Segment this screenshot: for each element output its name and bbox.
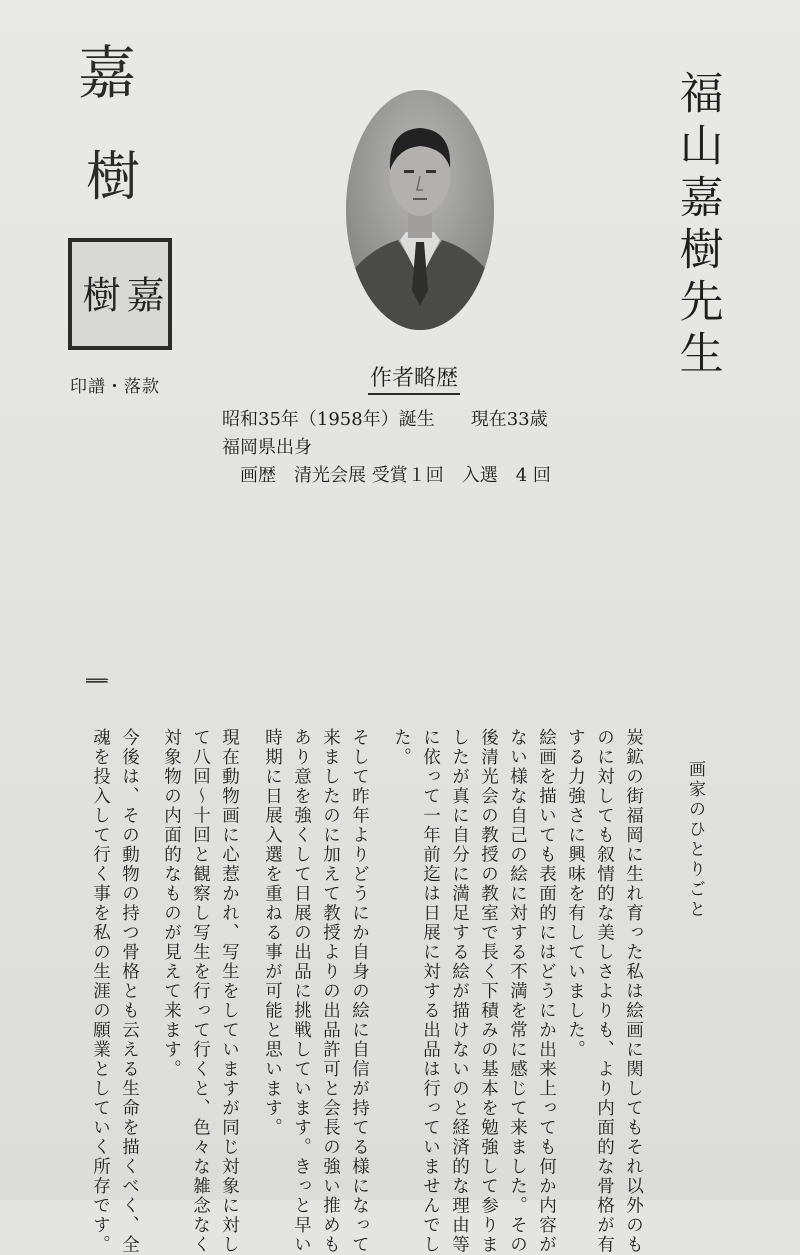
essay-column: のに対しても叙情的な美しさよりも、より内面的な骨格が有 xyxy=(594,728,615,1255)
biography-heading: 作者略歴 xyxy=(368,367,460,395)
essay-column: したが真に自分に満足する絵が描けないのと経済的な理由等 xyxy=(449,728,470,1255)
essay-column: そして昨年よりどうにか自身の絵に自信が持てる様になって xyxy=(349,728,370,1255)
seal-caption: 印譜・落款 xyxy=(70,377,160,397)
artist-seal-stamp xyxy=(68,238,172,350)
ornamental-divider: ꩰꩰꩰꩰꩰꩰꩰꩰꩰꩰꩰꩰꩰꩰꩰꩰꩰꩰꩰꩰꩰꩰꩰꩰꩰꩰꩰꩰꩰꩰꩰꩰꩰꩰꩰꩰꩰꩰꩰꩰꩰꩰꩰꩰꩰꩰꩰꩰ xyxy=(86,679,110,694)
biography-birth-line: 昭和35年（1958年）誕生 現在33歳 xyxy=(222,409,548,430)
artist-portrait-photo xyxy=(346,90,494,330)
essay-column: 来ましたのに加えて教授よりの出品許可と会長の強い推めも xyxy=(320,728,341,1255)
biography-origin-line: 福岡県出身 xyxy=(222,437,312,458)
essay-column: ない様な自己の絵に対する不満を常に感じて来ました。その xyxy=(507,728,528,1255)
essay-column: 後清光会の教授の教室で長く下積みの基本を勉強して参りま xyxy=(478,728,499,1255)
essay-column: 時期に日展入選を重ねる事が可能と思います。 xyxy=(262,728,283,1138)
essay-column: に依って一年前迄は日展に対する出品は行っていませんでし xyxy=(420,728,441,1255)
artist-name-title: 福山嘉樹先生 xyxy=(671,70,723,382)
seal-character-2: 嘉 xyxy=(120,275,164,313)
seal-character-1: 樹 xyxy=(76,275,120,313)
essay-column: 絵画を描いても表面的にはどうにか出来上っても何か内容が xyxy=(536,728,557,1255)
essay-column: て八回～十回と観察し写生を行って行くと、色々な雑念なく xyxy=(190,728,211,1255)
essay-title: 画家のひとりごと xyxy=(685,760,705,920)
essay-column: 対象物の内面的なものが見えて来ます。 xyxy=(161,728,182,1079)
biography-career-line: 画歴 清光会展 受賞１回 入選 4 回 xyxy=(240,465,551,486)
essay-column: する力強さに興味を有していました。 xyxy=(565,728,586,1060)
signature-character-ka: 嘉 xyxy=(78,39,137,107)
essay-column: た。 xyxy=(391,728,412,767)
essay-column: 今後は、その動物の持つ骨格とも云える生命を描くべく、全 xyxy=(119,728,140,1255)
signature-character-ju: 樹 xyxy=(86,145,140,208)
essay-column: あり意を強くして日展の出品に挑戦しています。きっと早い xyxy=(291,728,312,1255)
essay-column: 魂を投入して行く事を私の生涯の願業としていく所存です。 xyxy=(90,728,111,1255)
essay-column: 現在動物画に心惹かれ、写生をしていますが同じ対象に対し xyxy=(219,728,240,1255)
portrait-illustration xyxy=(346,90,494,330)
essay-column: 炭鉱の街福岡に生れ育った私は絵画に関してもそれ以外のも xyxy=(623,728,644,1255)
